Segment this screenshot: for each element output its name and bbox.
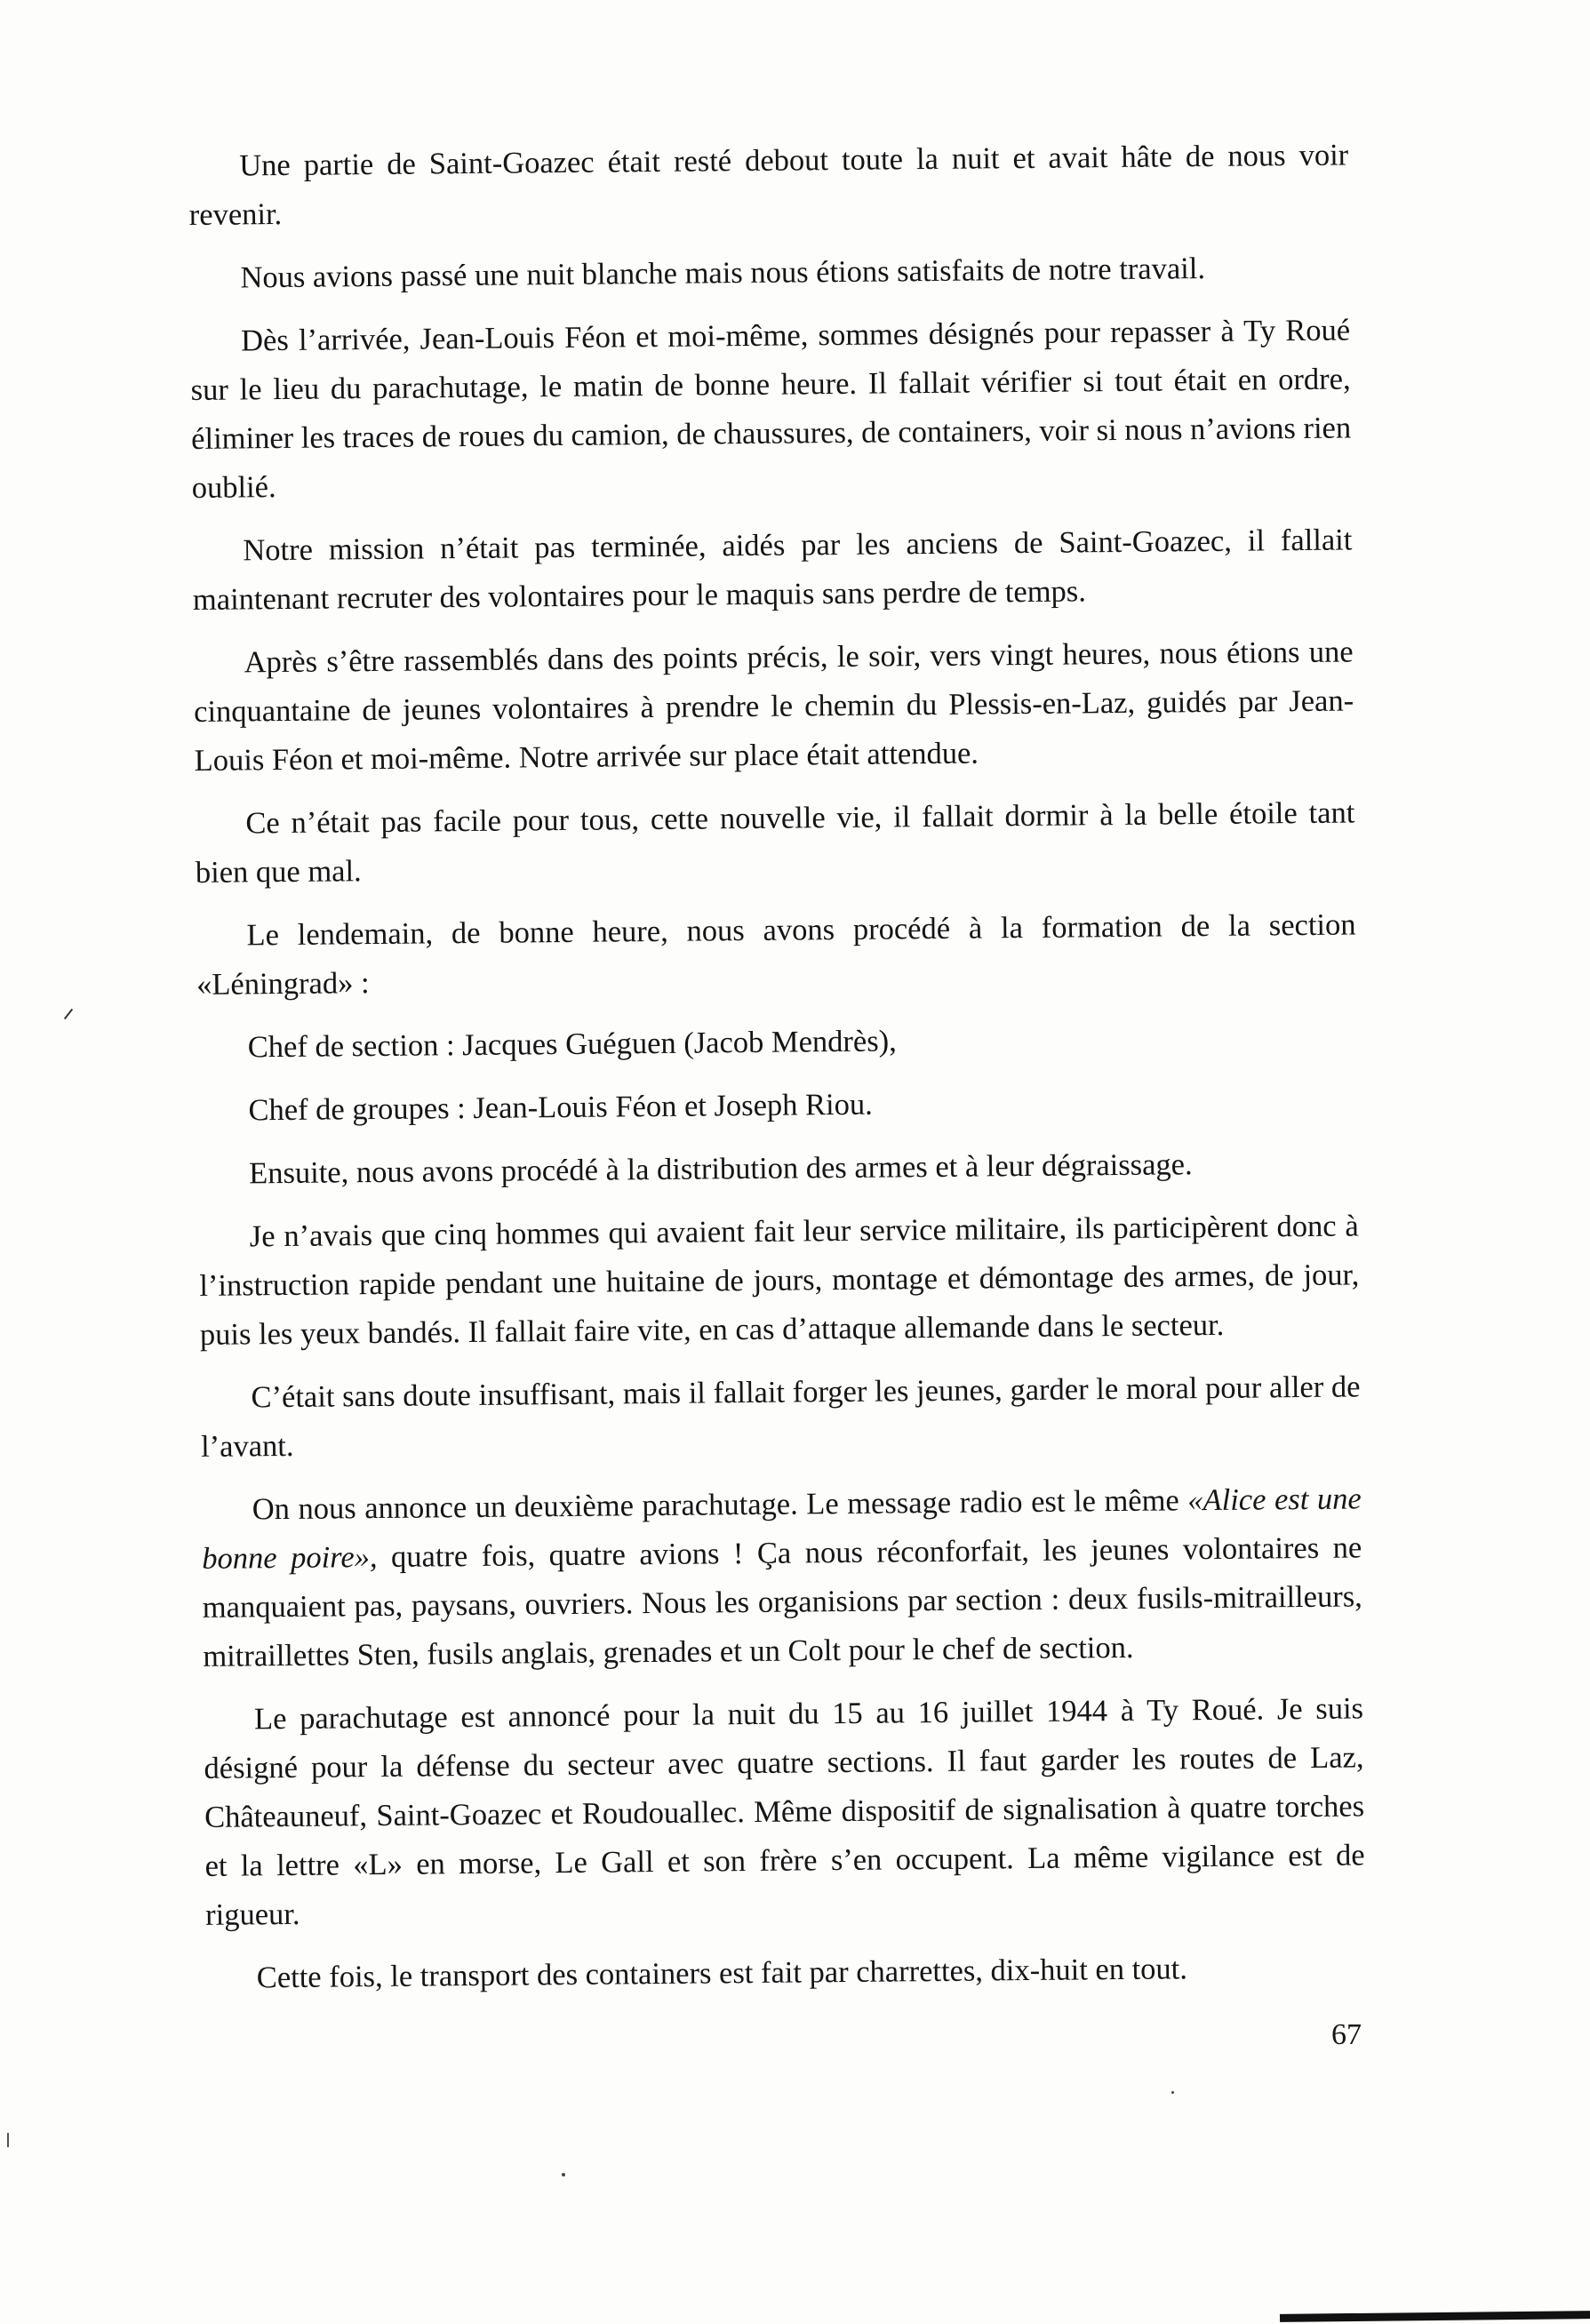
scan-speck xyxy=(562,2173,565,2176)
paragraph-4: Notre mission n’était pas terminée, aidés par les anciens de Saint-Goazec, il fallait maintenant recruter des volontaires pour le maquis sans perdre de temps. xyxy=(192,523,1353,617)
paragraph-12: C’était sans doute insuffisant, mais il fallait forger les jeunes, garder le moral pour aller de l’avant. xyxy=(200,1370,1361,1464)
paragraph-14: Le parachutage est annoncé pour la nuit du 15 au 16 juillet 1944 à Ty Roué. Je suis désigné pour la défense du secteur avec quatre sections. Il faut garder les routes de Laz, Châteauneuf, Saint-Goazec et Roudouallec. Même dispositif de signalisation à quatre torches et la lettre «L» en morse, Le Gall et son frère s’en occupent. La même vigilance est de rigueur. xyxy=(204,1691,1365,1932)
paragraph-6: Ce n’était pas facile pour tous, cette nouvelle vie, il fallait dormir à la belle étoile tant bien que mal. xyxy=(195,795,1355,890)
paragraph-11: Je n’avais que cinq hommes qui avaient fait leur service militaire, ils participèrent donc à l’instruction rapide pendant une huitaine de jours, montage et démontage des armes, de jour, puis les yeux bandés. Il fallait faire vite, en cas d’attaque allemande dans le secteur. xyxy=(199,1209,1360,1352)
scan-speck xyxy=(1171,2091,1174,2094)
paragraph-weapons: Ensuite, nous avons procédé à la distribution des armes et à leur dégraissage. xyxy=(248,1147,1193,1191)
radio-message-quote: «Alice est une bonne poire», xyxy=(202,1481,1362,1576)
paragraph-2: Nous avions passé une nuit blanche mais nous étions satisfaits de notre travail. xyxy=(240,252,1206,295)
paragraph-7: Le lendemain, de bonne heure, nous avons procédé à la formation de la section «Léningrad» : xyxy=(196,907,1356,1002)
paragraph-1: Une partie de Saint-Goazec était resté debout toute la nuit et avait hâte de nous voir revenir. xyxy=(188,138,1349,232)
paragraph-group-chiefs: Chef de groupes : Jean-Louis Féon et Joseph Riou. xyxy=(248,1087,873,1128)
radio-text-after: quatre fois, quatre avions ! Ça nous réconforfait, les jeunes volontaires ne manquaient pas, paysans, ouvriers. Nous les organisions par section : deux fusils-mitrailleurs, mitraillettes Sten, fusils anglais, grenades et un Colt pour le chef de section. xyxy=(202,1530,1362,1673)
radio-text-before: On nous annonce un deuxième parachutage. Le message radio est le même xyxy=(252,1483,1188,1527)
paragraph-3: Dès l’arrivée, Jean-Louis Féon et moi-même, sommes désignés pour repasser à Ty Roué sur le lieu du parachutage, le matin de bonne heure. Il fallait vérifier si tout était en ordre, éliminer les traces de roues du camion, de chaussures, de containers, voir si nous n’avions rien oublié. xyxy=(190,313,1352,505)
paragraph-5: Après s’être rassemblés dans des points précis, le soir, vers vingt heures, nous étions une cinquantaine de jeunes volontaires à prendre le chemin du Plessis-en-Laz, guidés par Jean-Louis Féon et moi-même. Notre arrivée sur place était attendue. xyxy=(193,635,1354,778)
scan-edge-tick xyxy=(7,2133,9,2147)
paragraph-radio-message xyxy=(202,1474,1363,1681)
paragraph-section-chief: Chef de section : Jacques Guéguen (Jacob Mendrès), xyxy=(247,1024,897,1065)
body-text xyxy=(188,131,1366,2017)
page-number: 67 xyxy=(1331,2018,1362,2051)
paragraph-15: Cette fois, le transport des containers est fait par charrettes, dix-huit en tout. xyxy=(256,1952,1188,1995)
margin-mark xyxy=(64,1009,73,1019)
scan-edge-shadow xyxy=(1280,2311,1590,2322)
